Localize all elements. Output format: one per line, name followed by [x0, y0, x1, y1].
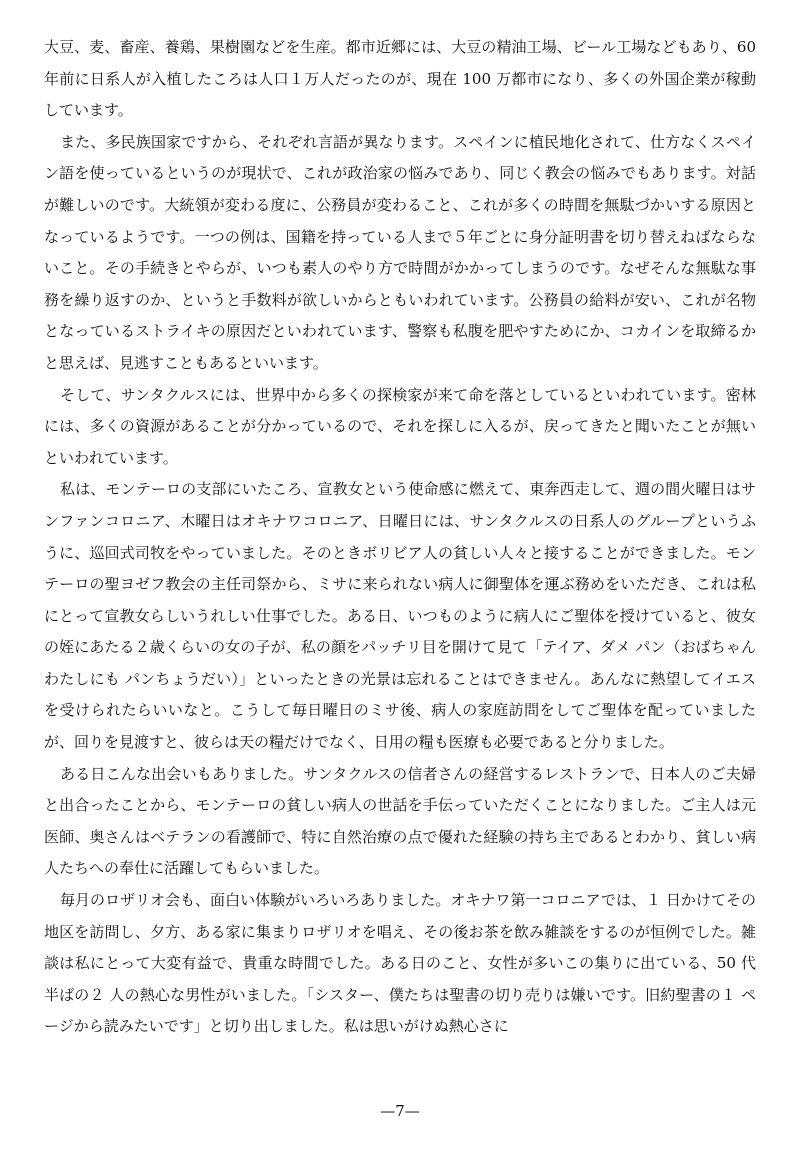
paragraph-3: そして、サンタクルスには、世界中から多くの探検家が来て命を落としているといわれています。密林には、多くの資源があることが分かっているので、それを探しに入るが、戻ってきたと聞いたことが無いといわれています。	[44, 385, 756, 467]
paragraph-4: 私は、モンテーロの支部にいたころ、宣教女という使命感に燃えて、東奔西走して、週の間火曜日はサンファンコロニア、木曜日はオキナワコロニア、日曜日には、サンタクルスの日系人のグループというふうに、巡回式司牧をやっていました。そのときボリビア人の貧しい人々と接することができました。モンテーロの聖ヨゼフ教会の主任司祭から、ミサに来られない病人に御聖体を運ぶ務めをいただき、これは私にとって宣教女らしいうれしい仕事でした。ある日、いつものように病人にご聖体を授けていると、彼女の姪にあたる２歳くらいの女の子が、私の顔をパッチリ目を開けて見て「テイア、ダメ パン（おばちゃん わたしにも パンちょうだい）」といったときの光景は忘れることはできません。あんなに熱望してイエスを受けられたらいいなと。こうして毎日曜日のミサ後、病人の家庭訪問をしてご聖体を配っていましたが、回りを見渡すと、彼らは天の糧だけでなく、日用の糧も医療も必要であると分りました。	[44, 480, 756, 752]
paragraph-6: 毎月のロザリオ会も、面白い体験がいろいろありました。オキナワ第一コロニアでは、１ 日かけてその地区を訪問し、夕方、ある家に集まりロザリオを唱え、その後お茶を飲み雑談をするのが恒例でした。雑談は私にとって大変有益で、貴重な時間でした。ある日のこと、女性が多いこの集りに出ている、50 代半ばの２ 人の熱心な男性がいました。「シスター、僕たちは聖書の切り売りは嫌いです。旧約聖書の１ ページから読みたいです」と切り出しました。私は思いがけぬ熱心さに	[44, 891, 756, 1036]
paragraph-2: また、多民族国家ですから、それぞれ言語が異なります。スペインに植民地化されて、仕方なくスペイン語を使っているというのが現状で、これが政治家の悩みであり、同じく教会の悩みでもあります。対話が難しいのです。大統領が変わる度に、公務員が変わること、これが多くの時間を無駄づかいする原因となっているようです。一つの例は、国籍を持っている人まで５年ごとに身分証明書を切り替えねばならないこと。その手続きとやらが、いつも素人のやり方で時間がかかってしまうのです。なぜそんな無駄な事務を繰り返すのか、というと手数料が欲しいからともいわれています。公務員の給料が安い、これが名物となっているストライキの原因だといわれています、警察も私腹を肥やすためにか、コカインを取締るかと思えば、見逃すこともあるといいます。	[44, 132, 756, 372]
paragraph-5: ある日こんな出会いもありました。サンタクルスの信者さんの経営するレストランで、日本人のご夫婦と出合ったことから、モンテーロの貧しい病人の世話を手伝っていただくことになりました。ご主人は元医師、奥さんはベテランの看護師で、特に自然治療の点で優れた経験の持ち主であるとわかり、貧しい病人たちへの奉仕に活躍してもらいました。	[44, 764, 756, 878]
document-body	[44, 32, 756, 1043]
page-number: —7—	[380, 1102, 420, 1120]
paragraph-1: 大豆、麦、畜産、養鶏、果樹園などを生産。都市近郷には、大豆の精油工場、ビール工場などもあり、60 年前に日系人が入植したころは人口１万人だったのが、現在 100 万都市になり、多くの外国企業が稼動しています。	[44, 38, 756, 120]
